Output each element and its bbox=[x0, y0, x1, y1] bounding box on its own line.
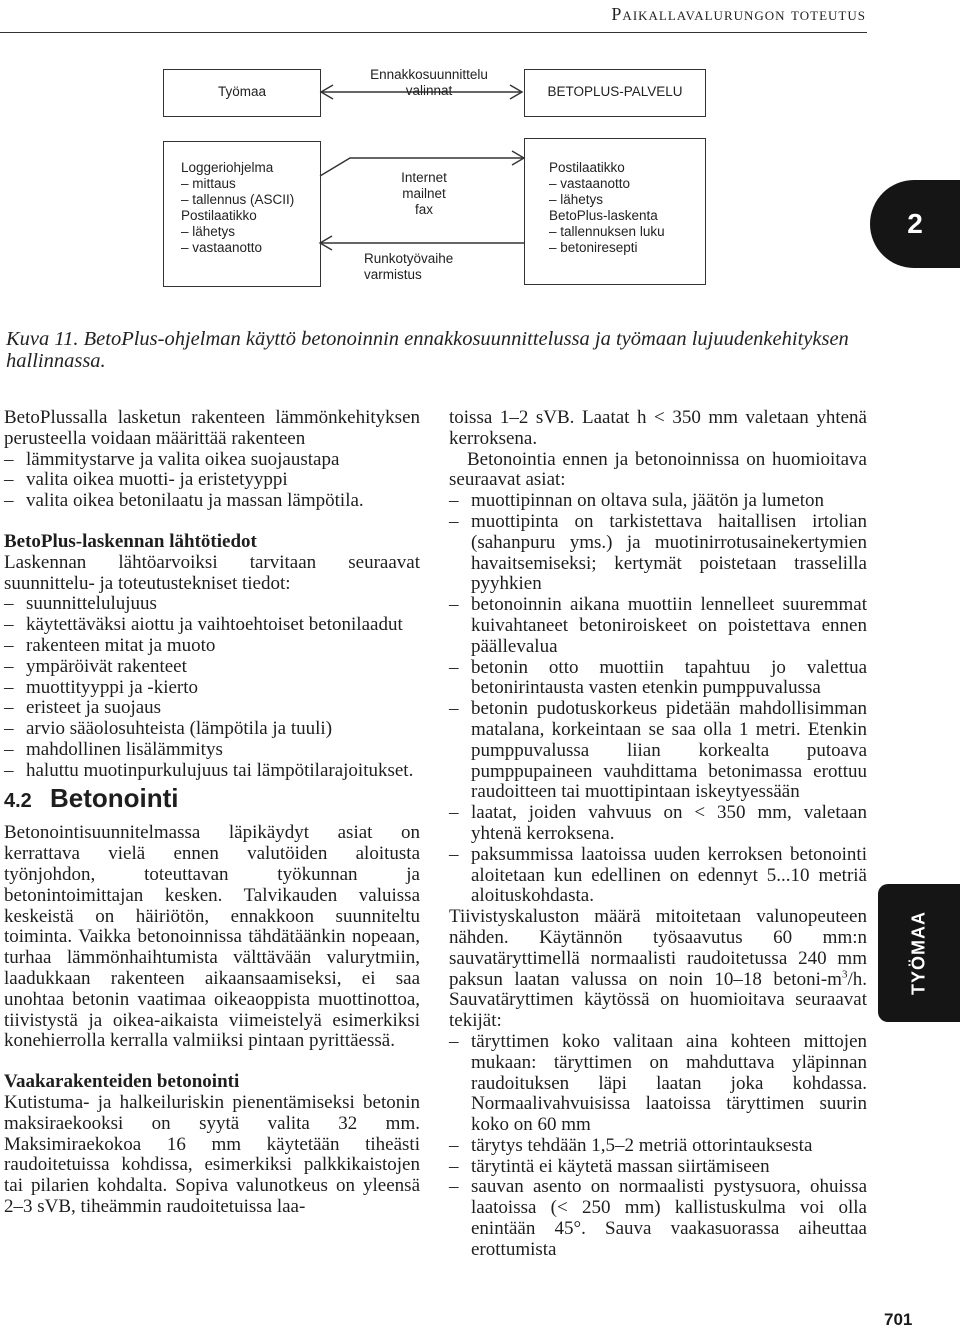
channel-label bbox=[374, 170, 474, 218]
runko-line: varmistus bbox=[364, 267, 422, 282]
list-item: – tärytys tehdään 1,5–2 metriä ottorintauksesta bbox=[449, 1134, 813, 1156]
intro-paragraph: BetoPlussalla lasketun rakenteen lämmönkehityksen perusteella voidaan määrittää rakenteen bbox=[4, 407, 420, 449]
chapter-number: 2 bbox=[907, 208, 923, 239]
loggeri-line: Postilaatikko bbox=[181, 208, 257, 223]
side-tab-label: TYÖMAA bbox=[908, 911, 929, 995]
section-side-tab bbox=[878, 884, 960, 1022]
list-item: – haluttu muotinpurkulujuus tai lämpötilarajoitukset. bbox=[4, 759, 414, 781]
figure-caption: Kuva 11. BetoPlus-ohjelman käyttö betonoinnin ennakkosuunnittelussa ja työmaan lujuudenkehityksen hallinnassa. bbox=[6, 328, 849, 372]
chapter-tab bbox=[870, 180, 960, 268]
left-column bbox=[4, 408, 420, 1218]
list-item: – betonin pudotuskorkeus pidetään mahdollisimman matalana, korkeintaan se saa olla 1 metri. Etenkin pumppuvalussa liian korkealta putoava pumppupaineen vauhdittama betonimassa erottuu raudoitteen tai muottipintaan iskeytyessään bbox=[449, 698, 867, 803]
paragraph: Kutistuma- ja halkeiluriskin pienentämiseksi betonin maksiraekooksi on syytä valita 32 mm. Maksimiraekokoa 16 mm käytetään tiheästi raudoitetuissa kohdissa, esimerkiksi palkkikaistojen tai pilarien kohdalta. Sopiva valunotkeus on yleensä 2–3 sVB, tiheämmin raudoitetuissa laa- bbox=[4, 1091, 420, 1217]
loggeri-line: – lähetys bbox=[181, 224, 236, 239]
list-item: – muottipinnan on oltava sula, jäätön ja lumeton bbox=[449, 490, 825, 512]
loggeri-line: – vastaanotto bbox=[181, 240, 263, 255]
list-item: – sauvan asento on normaalisti pystysuora, ohuissa laatoissa (< 250 mm) kallistuskulma voi olla enintään 45°. Sauva vaakasuorassa aiheuttaa erottumista bbox=[449, 1176, 867, 1260]
loggeri-lines bbox=[181, 160, 294, 256]
loggeri-box bbox=[163, 141, 321, 287]
paragraph: Tiivistyskaluston määrä mitoitetaan valunopeuteen nähden. Käytännön työsaavutus 60 mm:n sauvatäryttimellä normaalisti raudoitetussa 240 mm paksun laatan valussa on noin 10–18 betoni-$m^3/h$. Sauvatäryttimen käytössä on huomioitava seuraavat tekijät: bbox=[449, 906, 867, 1032]
list-item: – laatat, joiden vahvuus on < 350 mm, valetaan yhtenä kerroksena. bbox=[449, 802, 867, 844]
section-heading bbox=[4, 782, 420, 813]
section-title: Betonointi bbox=[50, 782, 179, 813]
posti-lines bbox=[549, 160, 665, 256]
tyomaa-box bbox=[163, 69, 321, 117]
subheading-vaakarakenteet: Vaakarakenteiden betonointi bbox=[4, 1071, 240, 1093]
channel-line: fax bbox=[414, 202, 433, 217]
list-item: – muottipinta on tarkistettava haitallisen irtolian (sahanpuru yms.) ja muotinirrotusainekertymien havaitsemiseksi; kertymät poistetaan trasselilla pyyhkien bbox=[449, 510, 867, 595]
list-item: – betonin otto muottiin tapahtuu jo valettua betonirintausta vasten etenkin pumppuvalussa bbox=[449, 656, 867, 699]
postilaatikko-box bbox=[524, 138, 706, 285]
loggeri-line: Loggeriohjelma bbox=[181, 160, 274, 175]
posti-line: – betoniresepti bbox=[549, 240, 638, 255]
betoplus-diagram bbox=[0, 50, 870, 300]
list-item: – paksummissa laatoissa uuden kerroksen betonointi aloitetaan kun edellinen on edennyt 5...10 metriä aloituskohdasta. bbox=[449, 843, 867, 907]
list-item: – arvio sääolosuhteista (lämpötila ja tuuli) bbox=[4, 718, 333, 740]
list-item: – valita oikea muotti- ja eristetyyppi bbox=[4, 469, 288, 491]
runko-line: Runkotyövaihe bbox=[364, 251, 454, 266]
paragraph: Betonointia ennen ja betonoinnissa on huomioitava seuraavat asiat: bbox=[449, 448, 867, 491]
runko-label bbox=[364, 251, 484, 283]
posti-line: BetoPlus-laskenta bbox=[549, 208, 658, 223]
ennakko-line-2: valinnat bbox=[405, 83, 453, 98]
subheading-lahtotiedot: BetoPlus-laskennan lähtötiedot bbox=[4, 530, 257, 552]
page-number: 701 bbox=[884, 1310, 913, 1329]
posti-line: – tallennuksen luku bbox=[549, 224, 665, 239]
running-header bbox=[0, 0, 960, 40]
list-item: – ympäröivät rakenteet bbox=[4, 655, 187, 677]
list-item: – betonoinnin aikana muottiin lennelleet suuremmat kuivahtaneet betoniroiskeet on poistettava ennen päällevalua bbox=[449, 594, 867, 657]
posti-line: – lähetys bbox=[549, 192, 604, 207]
header-rule bbox=[0, 32, 867, 33]
betoplus-label: BETOPLUS-PALVELU bbox=[547, 84, 683, 99]
posti-line: – vastaanotto bbox=[549, 176, 631, 191]
list-item: – muottityyppi ja -kierto bbox=[4, 676, 199, 698]
list-item: – täryttimen koko valitaan aina kohteen mittojen mukaan: täryttimen on mahduttava yläpinnan raudoituksen läpi laatan joka kohdassa. Normaalivahvuisissa laatoissa täryttimen suurin koko on 60 mm bbox=[449, 1030, 867, 1136]
list-item: – eristeet ja suojaus bbox=[4, 697, 162, 719]
loggeri-line: – mittaus bbox=[181, 176, 236, 191]
loggeri-line: – tallennus (ASCII) bbox=[181, 192, 295, 207]
list-item: – rakenteen mitat ja muoto bbox=[4, 634, 216, 656]
right-column bbox=[449, 408, 867, 1261]
list-item: – tärytintä ei käytetä massan siirtämiseen bbox=[449, 1155, 770, 1177]
ennakko-label bbox=[344, 67, 514, 99]
channel-line: Internet bbox=[401, 170, 447, 185]
section-number: 4.2 bbox=[4, 789, 32, 812]
list-item: – suunnittelulujuus bbox=[4, 593, 157, 615]
tyomaa-label: Työmaa bbox=[217, 84, 267, 99]
running-title: Paikallavalurungon toteutus bbox=[611, 4, 866, 24]
channel-line: mailnet bbox=[402, 186, 446, 201]
list-item: – mahdollinen lisälämmitys bbox=[4, 738, 223, 760]
ennakko-line-1: Ennakkosuunnittelu bbox=[370, 67, 488, 82]
list-item: – lämmitystarve ja valita oikea suojaustapa bbox=[4, 448, 340, 470]
paragraph: Laskennan lähtöarvoiksi tarvitaan seuraavat suunnittelu- ja toteutustekniset tiedot: bbox=[4, 551, 420, 594]
list-item: – valita oikea betonilaatu ja massan lämpötila. bbox=[4, 490, 364, 512]
betoplus-box bbox=[524, 69, 706, 117]
posti-line: Postilaatikko bbox=[549, 160, 625, 175]
paragraph: Betonointisuunnitelmassa läpikäydyt asiat on kerrattava vielä ennen valutöiden aloitusta työnjohdon, toteuttavan työkunnan ja betonintoimittajan kesken. Talvikauden valuissa keskeistä on häiriötön, ennakkoon suunniteltu toiminta. Vaikka betonoinnissa tähdätäänkin nopeaan, turhaa lämmönhaihtumista välttävään valurytmiin, laadukkaan rakenteen aikaansaamiseksi, ei saa unohtaa betonin vaatimaa oikeaoppista muottinottoa, tiivistystä ja oikea-aikaista viimeistelyä esimerkiksi konehierrolla kerralla valmiiksi pintaan pyrittäessä. bbox=[4, 822, 420, 1052]
list-item: – käytettäväksi aiottu ja vaihtoehtoiset betonilaadut bbox=[4, 614, 403, 636]
paragraph: toissa 1–2 sVB. Laatat h < 350 mm valetaan yhtenä kerroksena. bbox=[449, 407, 867, 449]
